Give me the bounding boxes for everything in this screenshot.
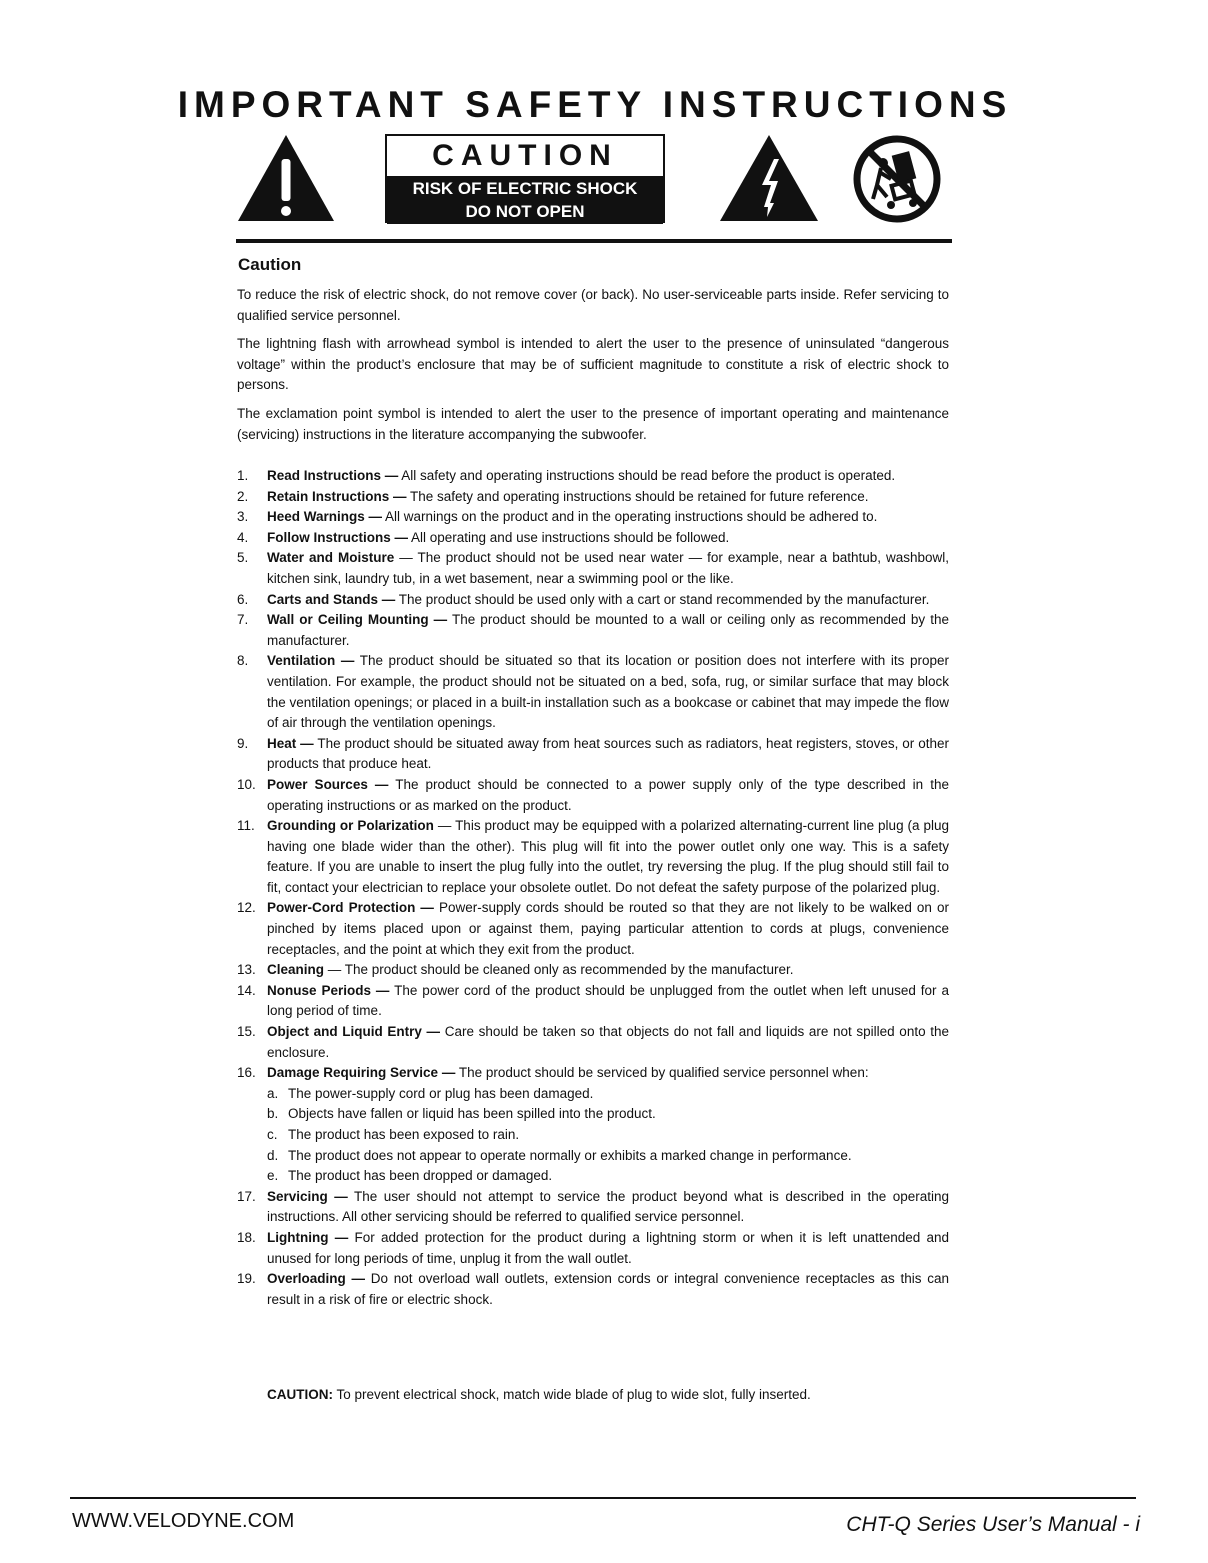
instruction-title: Heed Warnings — [267,509,383,525]
caution-word: CAUTION [432,139,618,172]
shock-warning [387,176,663,224]
instruction-title: Damage Requiring Service — [267,1065,456,1081]
page-title: IMPORTANT SAFETY INSTRUCTIONS [177,84,1013,125]
instruction-item [237,528,949,549]
instruction-text: The product should be situated so that its location or position does not interfere with its proper ventilation. For example, the product should not be situated on a bed, sofa, rug, or similar surface that may block the ventilation openings; or placed in a built-in installation such as a bookcase or cabinet that may impede the flow of air through the ventilation openings. [267,653,949,731]
caution-heading: Caution [238,255,302,274]
instruction-title: Nonuse Periods — [267,982,390,998]
damage-condition-text: The product does not appear to operate normally or exhibits a marked change in performance. [288,1147,852,1163]
instruction-item [237,1269,949,1310]
damage-condition-item [267,1084,949,1105]
instruction-text: — The product should be cleaned only as recommended by the manufacturer. [324,962,794,978]
instruction-item [237,548,949,589]
caution-paragraph: The exclamation point symbol is intended to alert the user to the presence of important operating and maintenance (servicing) instructions in the literature accompanying the subwoofer. [237,406,949,442]
instruction-title: Retain Instructions — [267,488,407,504]
instruction-item [237,960,949,981]
instruction-text: Care should be taken so that objects do not fall and liquids are not spilled onto the enclosure. [267,1024,949,1060]
instruction-item [237,816,949,898]
header-divider [236,239,952,243]
instruction-number: 5. [237,550,249,566]
instruction-item [237,610,949,651]
instruction-item [237,487,949,508]
instruction-text: All operating and use instructions should be followed. [408,529,730,545]
final-caution [267,1387,811,1402]
instruction-number: 15. [237,1024,256,1040]
instruction-number: 18. [237,1229,256,1245]
instruction-number: 12. [237,900,256,916]
instruction-title: Follow Instructions — [267,529,408,545]
shock-warning-line2: DO NOT OPEN [465,202,585,221]
instruction-title: Water and Moisture [267,550,395,566]
instruction-number: 3. [237,509,249,525]
instruction-title: Grounding or Polarization [267,818,434,834]
instruction-item [237,590,949,611]
instruction-item [237,466,949,487]
footer-divider [70,1497,1136,1499]
instruction-text: The user should not attempt to service the product beyond what is described in the operating instructions. All other servicing should be referred to qualified service personnel. [267,1188,949,1225]
instruction-number: 16. [237,1065,256,1081]
damage-condition-item [267,1125,949,1146]
instruction-text: — This product may be equipped with a polarized alternating-current line plug (a plug having one blade wider than the other). This plug will fit into the power outlet only one way. This is a safety feature. If you are unable to insert the plug fully into the outlet, try reversing the plug. If the plug should still fail to fit, contact your electrician to replace your obsolete outlet. Do not defeat the safety purpose of the polarized plug. [267,818,950,895]
instruction-item [237,1228,949,1269]
instruction-number: 19. [237,1271,256,1287]
instruction-title: Power-Cord Protection — [267,900,434,916]
instruction-title: Lightning — [267,1229,349,1245]
final-caution-label: CAUTION: [267,1387,333,1402]
instruction-text: Do not overload wall outlets, extension cords or integral convenience receptacles as this can result in a risk of fire or electric shock. [267,1271,949,1307]
instruction-item [237,651,949,733]
instruction-text: The product should be serviced by qualified service personnel when: [455,1065,869,1081]
instruction-title: Wall or Ceiling Mounting — [267,612,448,628]
instruction-text: The product should be situated away from heat sources such as radiators, heat registers, stoves, or other products that produce heat. [267,735,949,772]
exclamation-triangle-icon [236,133,336,223]
instruction-number: 9. [237,735,249,751]
instruction-text: The power cord of the product should be unplugged from the outlet when left unused for a long period of time. [267,982,949,1019]
damage-conditions-list [267,1084,949,1187]
damage-condition-text: Objects have fallen or liquid has been spilled into the product. [288,1106,656,1122]
instruction-title: Servicing — [267,1188,348,1204]
instruction-title: Read Instructions — [267,468,399,483]
caution-paragraph: The lightning flash with arrowhead symbol is intended to alert the user to the presence of uninsulated “dangerous voltage” within the product’s enclosure that may be of sufficient magnitude to constitute a risk of electric shock to persons. [237,336,949,392]
instruction-text: — The product should not be used near water — for example, near a bathtub, washbowl, kitchen sink, laundry tub, in a wet basement, near a swimming pool or the like. [267,550,950,586]
instruction-item [237,507,949,528]
instruction-number: 2. [237,488,249,504]
damage-condition-item [267,1166,949,1187]
instruction-text: All safety and operating instructions should be read before the product is operated. [398,468,896,483]
instruction-item [237,898,949,960]
instruction-text: The safety and operating instructions should be retained for future reference. [406,488,869,504]
instruction-number: 17. [237,1188,256,1204]
instruction-number: 10. [237,776,256,792]
website-url: WWW.VELODYNE.COM [72,1510,295,1532]
instruction-text: The product should be connected to a power supply only of the type described in the operating instructions or as marked on the product. [267,776,949,813]
instruction-item [237,775,949,816]
safety-instructions-list [237,466,949,1310]
damage-condition-item [267,1146,949,1167]
final-caution-text: To prevent electrical shock, match wide blade of plug to wide slot, fully inserted. [333,1387,811,1402]
instruction-number: 6. [237,591,249,607]
instruction-text: Power-supply cords should be routed so that they are not likely to be walked on or pinched by items placed upon or against them, paying particular attention to cords at plugs, convenience receptacles, and the point at which they exit from the product. [267,900,950,957]
damage-condition-item [267,1104,949,1125]
instruction-title: Ventilation — [267,653,355,669]
damage-condition-letter: b. [267,1106,279,1122]
instruction-item [237,1187,949,1228]
instruction-number: 13. [237,962,256,978]
instruction-item [237,1063,949,1187]
instruction-number: 8. [237,653,249,669]
manual-page-title: CHT-Q Series User’s Manual - i [846,1513,1140,1536]
damage-condition-letter: d. [267,1147,279,1163]
instruction-title: Power Sources — [267,776,389,792]
instruction-text: All warnings on the product and in the operating instructions should be adhered to. [382,509,878,525]
damage-condition-text: The product has been exposed to rain. [288,1127,520,1142]
damage-condition-letter: c. [267,1127,278,1142]
instruction-number: 1. [237,468,249,483]
cart-tipover-icon [853,133,941,225]
caution-label-box [385,134,665,223]
instruction-title: Cleaning [267,962,325,978]
instruction-title: Carts and Stands — [267,591,396,607]
damage-condition-text: The product has been dropped or damaged. [288,1168,553,1184]
damage-condition-text: The power-supply cord or plug has been damaged. [288,1085,594,1101]
shock-warning-line1: RISK OF ELECTRIC SHOCK [412,179,638,198]
instruction-item [237,981,949,1022]
damage-condition-letter: e. [267,1168,279,1184]
instruction-text: The product should be used only with a cart or stand recommended by the manufacturer. [395,591,930,607]
instruction-item [237,734,949,775]
instruction-title: Overloading — [267,1271,366,1287]
instruction-title: Heat — [267,735,314,751]
instruction-title: Object and Liquid Entry — [267,1024,441,1040]
instruction-item [237,1022,949,1063]
instruction-number: 14. [237,982,256,998]
instruction-text: The product should be mounted to a wall or ceiling only as recommended by the manufacturer. [267,612,949,648]
instruction-number: 11. [237,818,255,834]
lightning-triangle-icon [718,133,820,223]
damage-condition-letter: a. [267,1085,279,1101]
instruction-text: For added protection for the product during a lightning storm or when it is left unattended and unused for long periods of time, unplug it from the wall outlet. [267,1229,949,1266]
caution-paragraph: To reduce the risk of electric shock, do not remove cover (or back). No user-serviceable parts inside. Refer servicing to qualified service personnel. [237,287,949,323]
instruction-number: 4. [237,529,249,545]
instruction-number: 7. [237,612,249,628]
